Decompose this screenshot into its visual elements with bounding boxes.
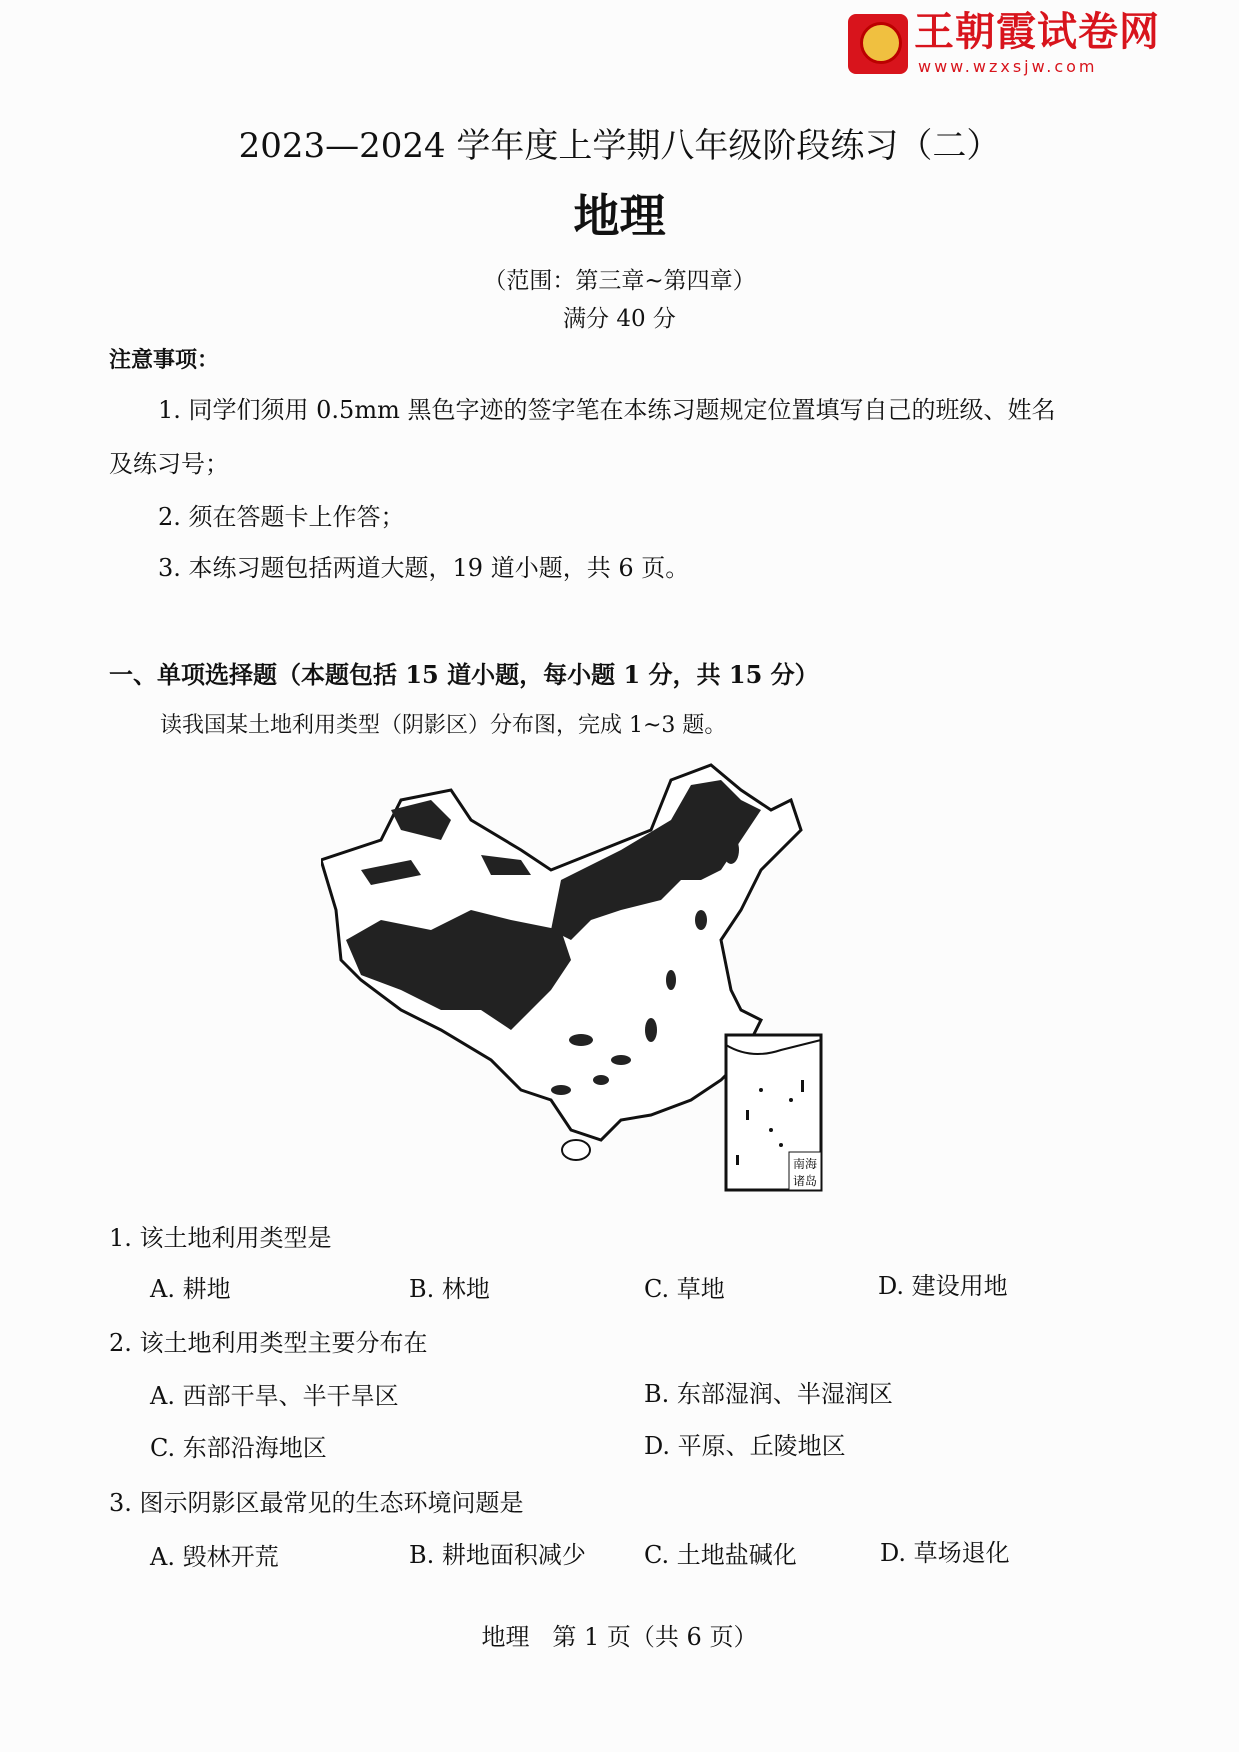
question-stem: 2. 该土地利用类型主要分布在 (109, 1329, 428, 1357)
notes-heading: 注意事项： (109, 347, 220, 373)
note-item: 及练习号； (109, 450, 229, 478)
inset-label: 南海 (792, 1157, 818, 1171)
logo-url: www.wzxsjw.com (918, 57, 1098, 76)
question-stem: 3. 图示阴影区最常见的生态环境问题是 (109, 1489, 524, 1517)
option: C. 土地盐碱化 (644, 1541, 797, 1569)
option: C. 草地 (644, 1275, 725, 1303)
option: B. 林地 (409, 1275, 490, 1303)
full-score: 满分 40 分 (563, 306, 676, 332)
option: B. 耕地面积减少 (409, 1541, 586, 1569)
option: A. 毁林开荒 (150, 1543, 279, 1571)
option: D. 建设用地 (878, 1272, 1008, 1300)
exam-scope: （范围：第三章~第四章） (483, 268, 756, 294)
logo-name: 王朝霞试卷网 (914, 9, 1160, 55)
option: D. 草场退化 (880, 1539, 1010, 1567)
subject-title: 地理 (573, 189, 666, 243)
page-footer: 地理 第 1 页（共 6 页） (481, 1623, 758, 1651)
option: A. 耕地 (150, 1275, 231, 1303)
section-heading: 一、单项选择题（本题包括 15 道小题，每小题 1 分，共 15 分） (109, 660, 819, 689)
note-item: 3. 本练习题包括两道大题，19 道小题，共 6 页。 (158, 554, 690, 582)
exam-title: 2023—2024 学年度上学期八年级阶段练习（二） (238, 126, 1001, 166)
note-item: 2. 须在答题卡上作答； (158, 503, 405, 531)
site-logo (848, 9, 1188, 82)
logo-badge-icon (848, 14, 908, 74)
question-stem: 1. 该土地利用类型是 (109, 1224, 332, 1252)
china-land-use-map (321, 760, 931, 1195)
option: B. 东部湿润、半湿润区 (644, 1380, 893, 1408)
option: C. 东部沿海地区 (150, 1434, 327, 1462)
section-intro: 读我国某土地利用类型（阴影区）分布图，完成 1~3 题。 (160, 713, 727, 738)
inset-label: 诸岛 (792, 1174, 818, 1188)
option: A. 西部干旱、半干旱区 (150, 1382, 399, 1410)
note-item: 1. 同学们须用 0.5mm 黑色字迹的签字笔在本练习题规定位置填写自己的班级、姓名 (158, 396, 1056, 424)
south-china-sea-inset (726, 1035, 821, 1190)
hainan-island (562, 1140, 590, 1160)
option: D. 平原、丘陵地区 (644, 1432, 846, 1460)
